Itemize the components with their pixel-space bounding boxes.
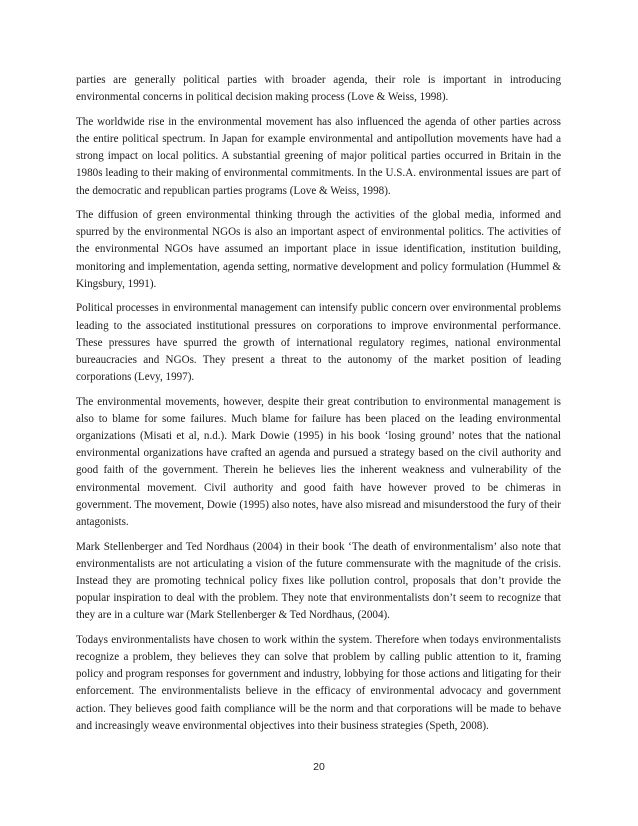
paragraph-6: Mark Stellenberger and Ted Nordhaus (2004) in their book ‘The death of environmentalism’ also note that environmentalists are not articulating a vision of the future commensurate with the magnitude of the crisis. Instead they are promoting technical policy fixes like pollution control, proposals that don’t provide the popular inspiration to deal with the problem. They note that environmentalists don’t seem to recognize that they are in a culture war (Mark Stellenberger & Ted Nordhaus, (2004).: [76, 540, 561, 622]
paragraph-5: The environmental movements, however, despite their great contribution to environmental management is also to blame for some failures. Much blame for failure has been placed on the leading environmental organizations (Misati et al, n.d.). Mark Dowie (1995) in his book ‘losing ground’ notes that the national environmental organizations have crafted an agenda and pursued a strategy based on the civil authority and good faith of the government. Therein he believes lies the inherent weakness and vulnerability of the environmental movement. Civil authority and good faith have however proved to be chimeras in government. The movement, Dowie (1995) also notes, have also misread and misunderstood the fury of their antagonists.: [76, 395, 561, 529]
paragraph-4: Political processes in environmental management can intensify public concern over environmental problems leading to the associated institutional pressures on corporations to improve environmental performance. These pressures have spurred the growth of international regulatory regimes, national environmental bureaucracies and NGOs. They present a threat to the autonomy of the market position of leading corporations (Levy, 1997).: [76, 302, 561, 384]
body-text: [76, 72, 561, 742]
paragraph-1: parties are generally political parties with broader agenda, their role is important in introducing environmental concerns in political decision making process (Love & Weiss, 1998).: [76, 74, 561, 104]
paragraph-2: The worldwide rise in the environmental movement has also influenced the agenda of other parties across the entire political spectrum. In Japan for example environmental and antipollution movements have had a strong impact on local politics. A substantial greening of major political parties occurred in Britain in the 1980s leading to their making of environmental commitments. In the U.S.A. environmental issues are part of the democratic and republican parties programs (Love & Weiss, 1998).: [76, 115, 561, 197]
paragraph-7: Todays environmentalists have chosen to work within the system. Therefore when todays environmentalists recognize a problem, they believes they can solve that problem by calling public attention to it, framing policy and program responses for government and industry, lobbying for those actions and litigating for their enforcement. The environmentalists believe in the efficacy of environmental advocacy and government action. They believes good faith compliance will be the norm and that corporations will be made to behave and increasingly weave environmental objectives into their business strategies (Speth, 2008).: [76, 633, 561, 732]
page-number: 20: [313, 761, 325, 773]
paragraph-3: The diffusion of green environmental thinking through the activities of the global media, informed and spurred by the environmental NGOs is also an important aspect of environmental politics. The activities of the environmental NGOs have assumed an important place in issue identification, institution building, monitoring and implementation, agenda setting, normative development and policy formulation (Hummel & Kingsbury, 1991).: [76, 209, 561, 290]
